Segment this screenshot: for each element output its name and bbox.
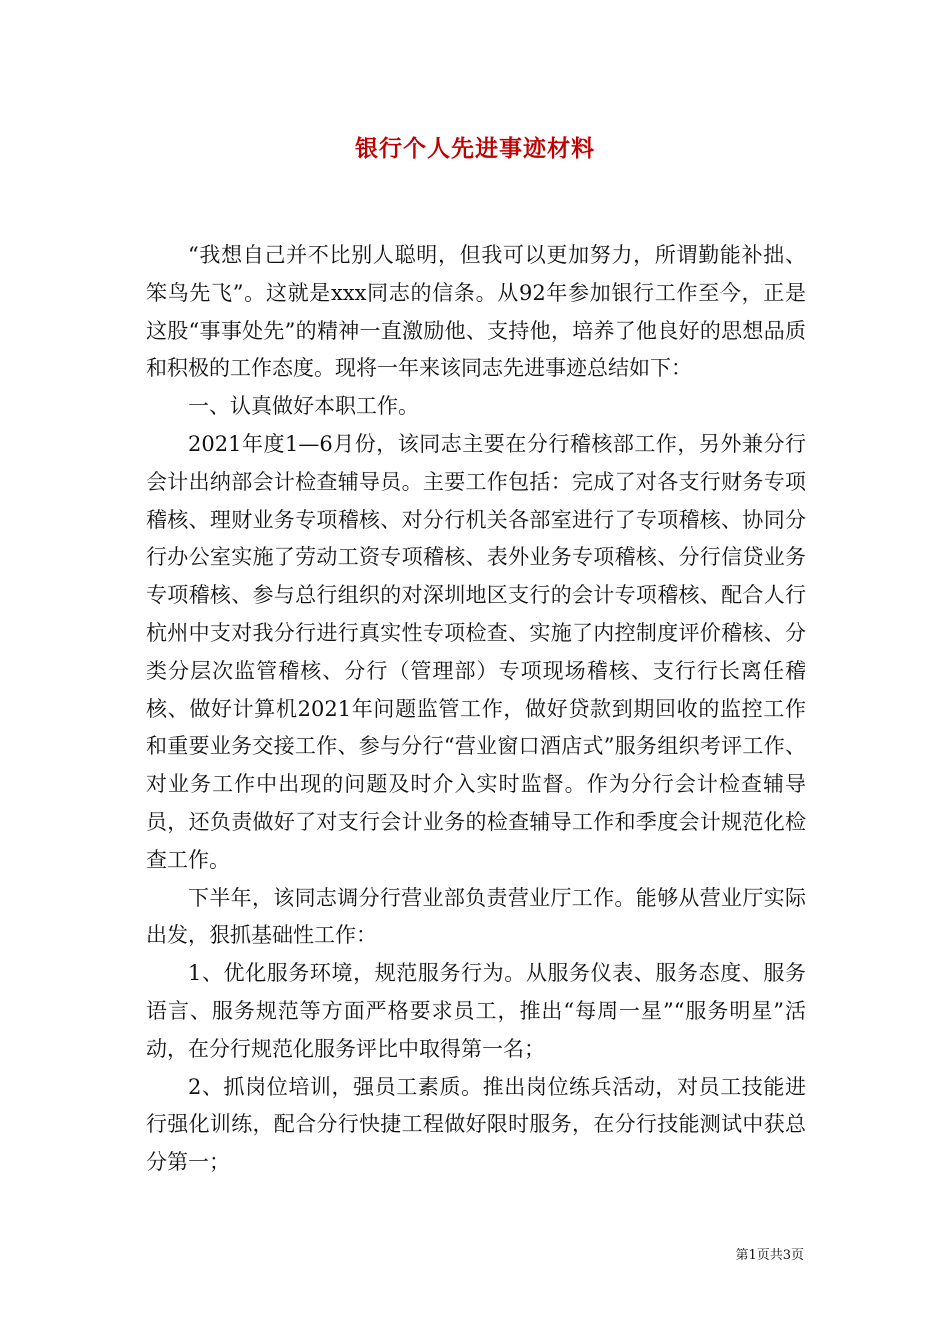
- page-number: 第1页共3页: [735, 1248, 804, 1263]
- paragraph-second-half-work: 下半年，该同志调分行营业部负责营业厅工作。能够从营业厅实际出发，狠抓基础性工作：: [146, 885, 806, 948]
- paragraph-item-2: 2、抓岗位培训，强员工素质。推出岗位练兵活动，对员工技能进行强化训练，配合分行快捷工程做好限时服务，在分行技能测试中获总分第一；: [146, 1074, 806, 1175]
- paragraph-item-1: 1、优化服务环境，规范服务行为。从服务仪表、服务态度、服务语言、服务规范等方面严格要求员工，推出“每周一星”“服务明星”活动，在分行规范化服务评比中取得第一名；: [146, 961, 806, 1061]
- paragraph-intro: “我想自己并不比别人聪明，但我可以更加努力，所谓勤能补拙、笨鸟先飞”。这就是xxx同志的信条。从92年参加银行工作至今，正是这股“事事处先”的精神一直激励他、支持他，培养了他良好的思想品质和积极的工作态度。现将一年来该同志先进事迹总结如下：: [146, 243, 806, 381]
- document-body: [146, 237, 806, 1182]
- paragraph-heading-1: 一、认真做好本职工作。: [188, 394, 419, 419]
- document-title: 银行个人先进事迹材料: [355, 135, 595, 162]
- paragraph-first-half-work: 2021年度1—6月份，该同志主要在分行稽核部工作，另外兼分行会计出纳部会计检查辅导员。主要工作包括：完成了对各支行财务专项稽核、理财业务专项稽核、对分行机关各部室进行了专项稽核、协同分行办公室实施了劳动工资专项稽核、表外业务专项稽核、分行信贷业务专项稽核、参与总行组织的对深圳地区支行的会计专项稽核、配合人行杭州中支对我分行进行真实性专项检查、实施了内控制度评价稽核、分类分层次监管稽核、分行（管理部）专项现场稽核、支行行长离任稽核、做好计算机2021年问题监管工作，做好贷款到期回收的监控工作和重要业务交接工作、参与分行“营业窗口酒店式”服务组织考评工作、对业务工作中出现的问题及时介入实时监督。作为分行会计检查辅导员，还负责做好了对支行会计业务的检查辅导工作和季度会计规范化检查工作。: [146, 431, 806, 872]
